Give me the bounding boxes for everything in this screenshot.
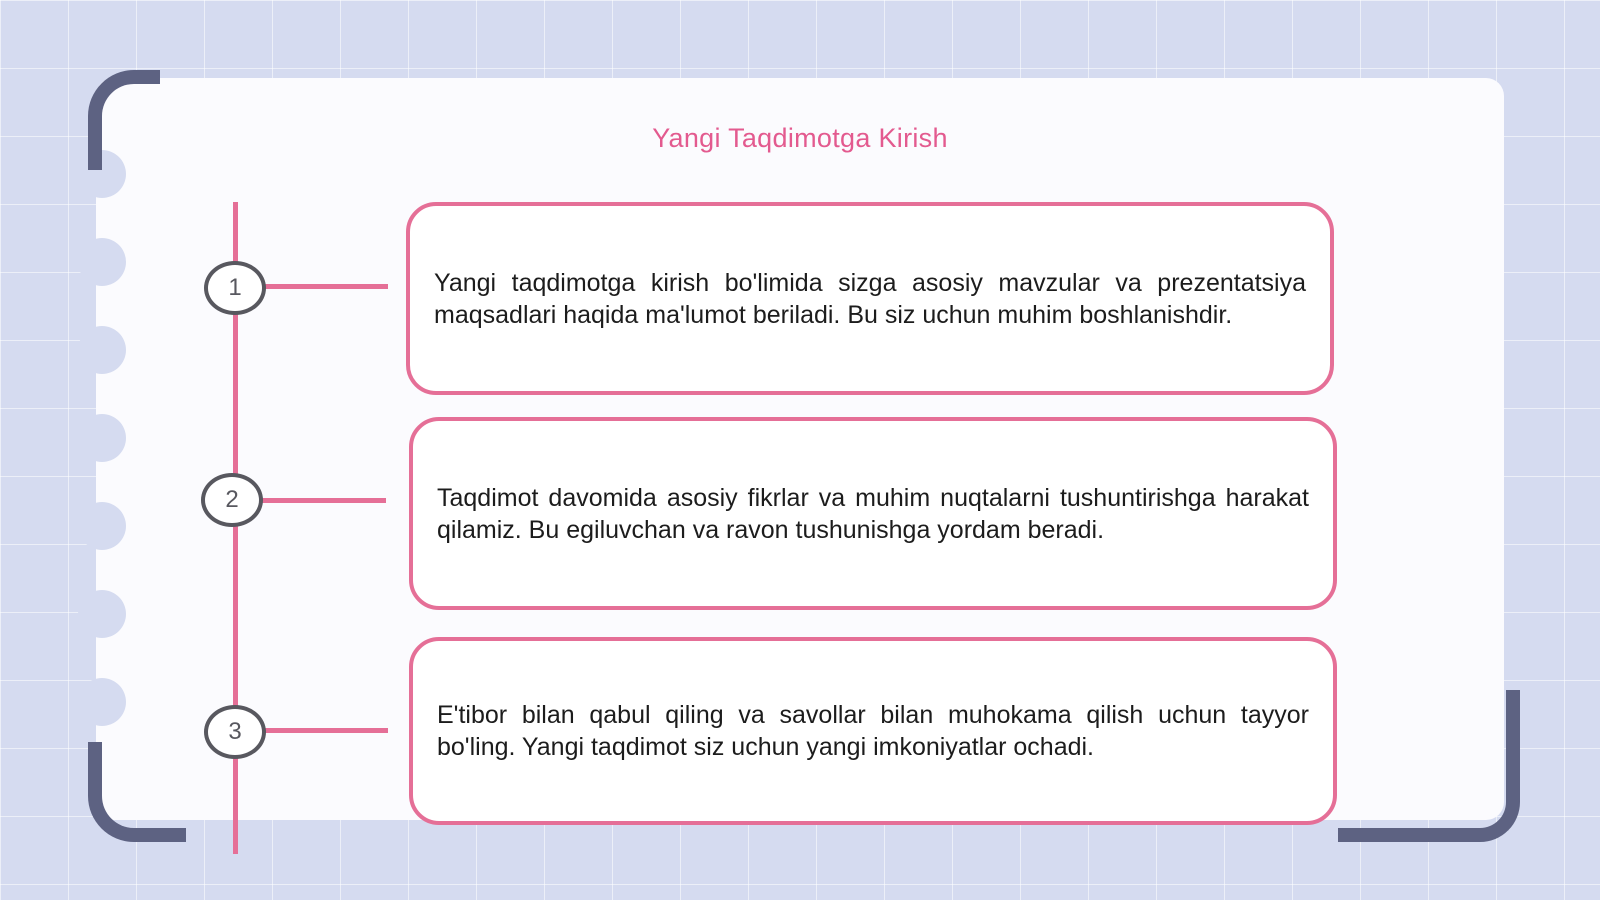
step-number-badge: 3 <box>204 705 266 759</box>
step-card <box>409 637 1337 825</box>
timeline-connector <box>264 728 388 733</box>
step-description: E'tibor bilan qabul qiling va savollar bilan muhokama qilish uchun tayyor bo'ling. Yangi taqdimot siz uchun yangi imkoniyatlar ochadi. <box>437 701 1309 761</box>
step-number-badge: 2 <box>201 473 263 527</box>
binder-notch <box>78 502 126 550</box>
step-card <box>409 417 1337 610</box>
slide-title: Yangi Taqdimotga Kirish <box>652 123 948 153</box>
binder-notch <box>78 414 126 462</box>
step-description: Taqdimot davomida asosiy fikrlar va muhim nuqtalarni tushuntirishga harakat qilamiz. Bu egiluvchan va ravon tushunishga yordam beradi. <box>437 483 1309 544</box>
binder-notch <box>78 326 126 374</box>
step-description: Yangi taqdimotga kirish bo'limida sizga asosiy mavzular va prezentatsiya maqsadlari haqida ma'lumot beriladi. Bu siz uchun muhim boshlanishdir. <box>434 268 1306 329</box>
timeline-connector <box>264 284 388 289</box>
timeline-connector <box>262 498 386 503</box>
binder-notch <box>78 238 126 286</box>
frame-corner-bottom-right <box>1338 690 1520 842</box>
step-card <box>406 202 1334 395</box>
binder-notch <box>78 678 126 726</box>
frame-corner-bottom-left <box>88 742 186 842</box>
step-number-badge: 1 <box>204 261 266 315</box>
binder-notch <box>78 590 126 638</box>
frame-corner-top-left <box>88 70 160 170</box>
